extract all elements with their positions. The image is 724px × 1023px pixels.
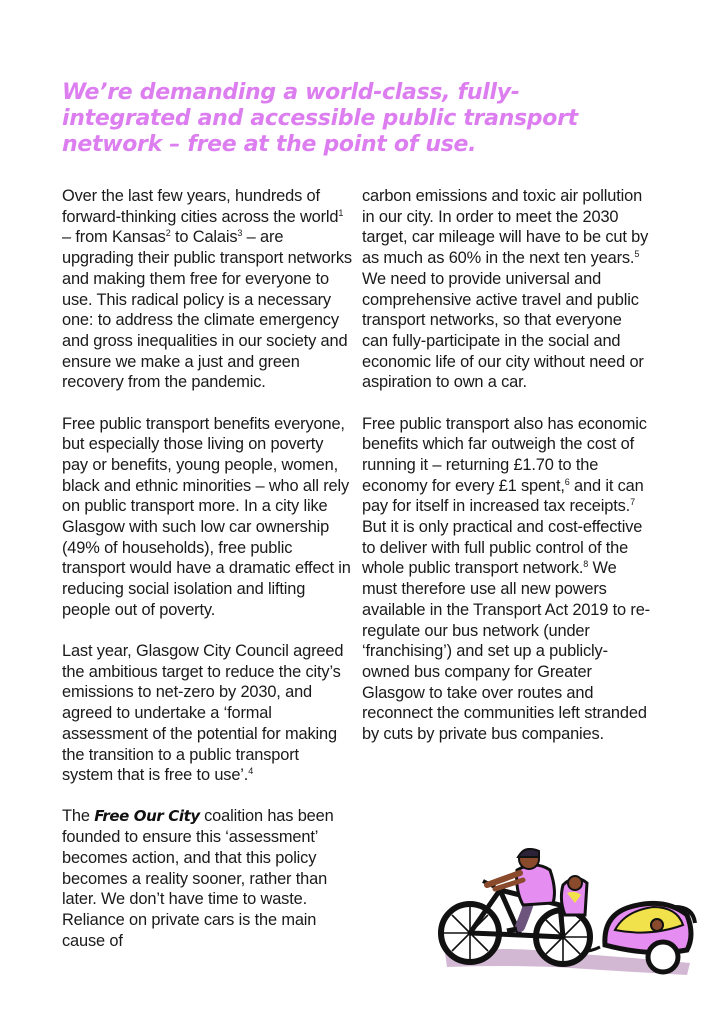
paragraph-benefits: Free public transport benefits everyone, but especially those living on poverty pay or benefits, young people, women, black and ethnic minorities – who all rely on public transport more. In a city like Glasgow with such low car ownership (49% of households), free public transport would have a dramatic effect in reducing social isolation and lifting people out of poverty. bbox=[62, 414, 351, 619]
footnote-ref: 4 bbox=[248, 766, 254, 777]
footnote-ref: 2 bbox=[165, 228, 171, 239]
paragraph-economics: Free public transport also has economic benefits which far outweigh the cost of running it – returning £1.70 to the economy for every £1 spent,$^6$ and it can pay for itself in increased tax receipts.$^7$ But it is only practical and cost-effective to deliver with full public control of the whole public transport network.$^8$ We must therefore use all new powers available in the Transport Act 2019 to re-regulate our bus network (under ‘franchising’) and set up a publicly-owned bus company for Greater Glasgow to take over routes and reconnect the communities left stranded by cuts by private bus companies. bbox=[362, 414, 650, 744]
cyclist-with-child-trailer-icon bbox=[425, 845, 700, 985]
footnote-ref: 5 bbox=[634, 249, 640, 260]
paragraph-intro: Over the last few years, hundreds of forward-thinking cities across the world$^1$ – from Kansas$^2$ to Calais$^3$ – are upgrading their public transport networks and making them free for everyone to use. This radical policy is a necessary one: to address the climate emergency and gross inequalities in our society and ensure we make a just and green recovery from the pandemic. bbox=[62, 187, 352, 392]
footnote-ref: 1 bbox=[338, 207, 344, 218]
paragraph-coalition: The Free Our City coalition has been founded to ensure this ‘assessment’ becomes action, and that this policy becomes a reality sooner, rather than later. We don’t have time to waste. Reliance on private cars is the main cause of bbox=[62, 807, 334, 950]
paragraph-emissions: carbon emissions and toxic air pollution in our city. In order to meet the 2030 target, car mileage will have to be cut by as much as 60% in the next ten years.$^5$ We need to provide universal and comprehensive active travel and public transport networks, so that everyone can fully-participate in the social and economic life of our city without need or aspiration to own a car. bbox=[362, 187, 649, 392]
footnote-ref: 3 bbox=[237, 228, 243, 239]
paragraph-council-target: Last year, Glasgow City Council agreed the ambitious target to reduce the city’s emissions to net-zero by 2030, and agreed to undertake a ‘formal assessment of the potential for making the transition to a public transport system that is free to use’.$^4$ bbox=[62, 642, 344, 785]
text-column-left bbox=[62, 186, 352, 972]
text-column-right bbox=[362, 186, 652, 765]
page-headline: We’re demanding a world-class, fully-integrated and accessible public transport network – free at the point of use. bbox=[62, 80, 578, 157]
footnote-ref: 8 bbox=[583, 559, 589, 570]
footnote-ref: 6 bbox=[564, 476, 570, 487]
footnote-ref: 7 bbox=[630, 497, 635, 508]
brand-name: Free Our City bbox=[94, 807, 200, 826]
